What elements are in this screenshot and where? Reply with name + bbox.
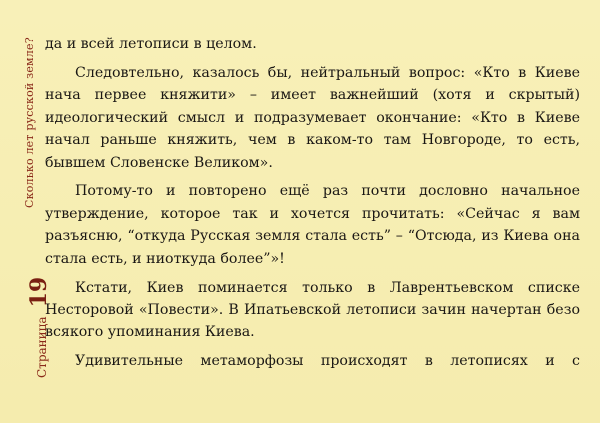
paragraph-continuation: да и всей летописи в целом. — [45, 36, 257, 52]
running-title: Сколько лет русской земле? — [23, 37, 36, 208]
paragraph: Кстати, Киев поминается только в Лаврентьевском списке Несторовой «Повести». В Ипатьевской летописи зачин начертан безо всякого упоминания Киева. — [45, 279, 580, 341]
body-text — [45, 33, 580, 379]
paragraph-truncated: Удивительные метаморфозы происходят в летописях и с — [75, 353, 580, 370]
paragraph: Потому-то и повторено ещё раз почти дословно начальное утверждение, которое так и хочется прочитать: «Сейчас я вам разъясню, “откуда Русская земля стала есть” – “Отсюда, из Киева она стала есть, и ниоткуда более”»! — [45, 183, 580, 267]
page-margin — [0, 0, 52, 423]
paragraph: Следовтельно, казалось бы, нейтральный вопрос: «Кто в Киеве нача первее княжити» – имеет важнейший (хотя и скрытый) идеологический смысл и подразумевает окончание: «Кто в Киеве начал раньше княжить, чем в каком-то там Новгороде, то есть, бывшем Словенске Великом». — [45, 64, 580, 171]
page-label: Страница — [35, 316, 49, 378]
page-number: 19 — [26, 276, 52, 308]
